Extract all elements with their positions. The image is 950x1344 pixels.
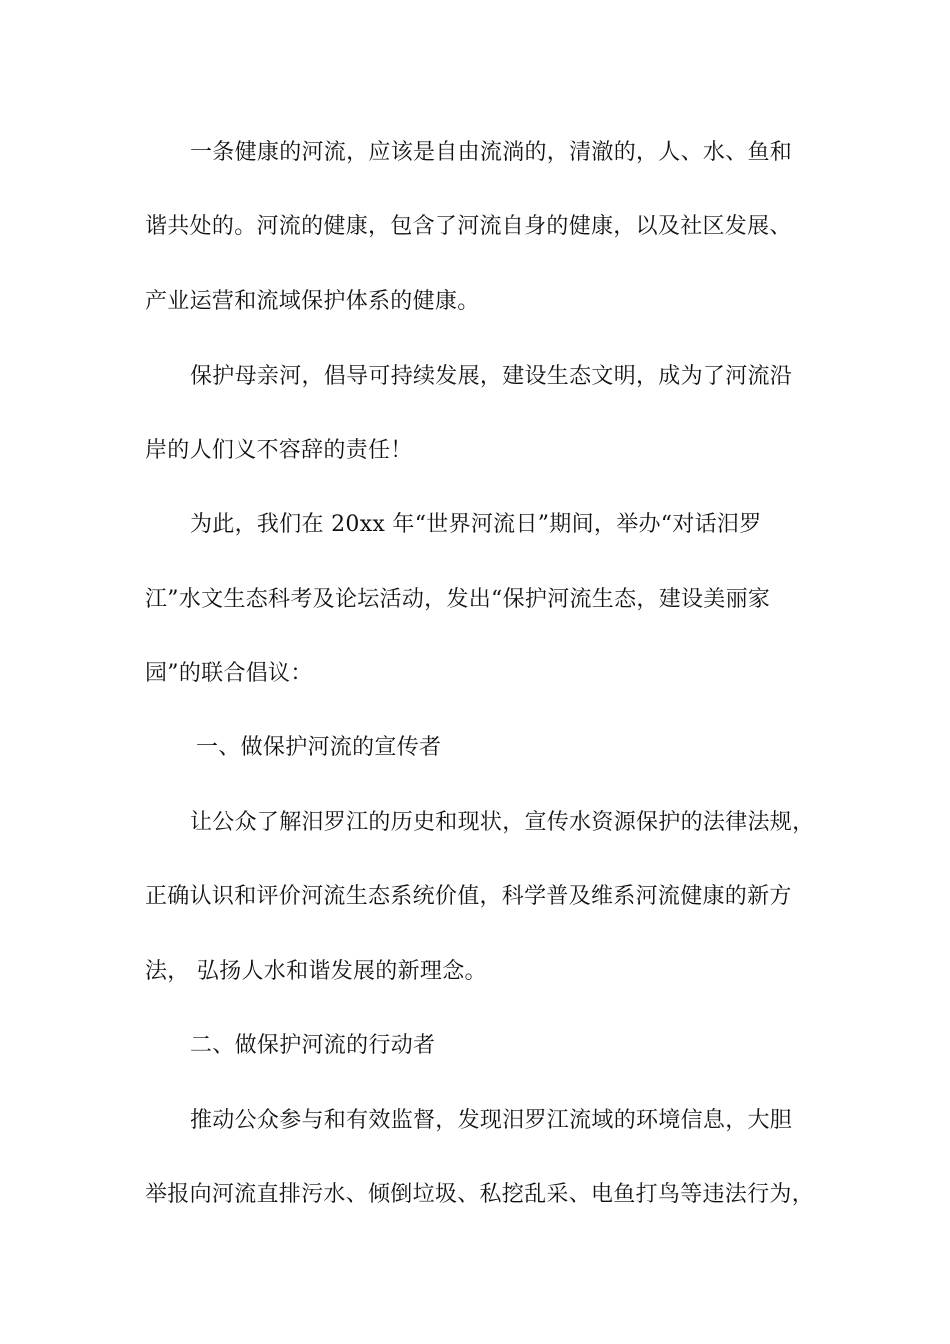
paragraph-4-line-3: 法， 弘扬人水和谐发展的新理念。 <box>145 959 487 984</box>
paragraph-1-line-1: 一条健康的河流，应该是自由流淌的，清澈的，人、水、鱼和 <box>190 140 793 165</box>
section-heading-2: 二、做保护河流的行动者 <box>190 1033 436 1058</box>
paragraph-4-line-1: 让公众了解汨罗江的历史和现状，宣传水资源保护的法律法规， <box>190 810 815 835</box>
section-heading-1: 一、做保护河流的宣传者 <box>196 735 442 760</box>
paragraph-1-line-2: 谐共处的。河流的健康，包含了河流自身的健康，以及社区发展、 <box>145 214 792 239</box>
paragraph-3-line-1: 为此，我们在 20xx 年“世界河流日”期间，举办“对话汨罗 <box>190 512 762 537</box>
paragraph-4-line-2: 正确认识和评价河流生态系统价值，科学普及维系河流健康的新方 <box>145 884 792 909</box>
paragraph-3-line-2: 江”水文生态科考及论坛活动，发出“保护河流生态，建设美丽家 <box>145 587 771 612</box>
paragraph-5-line-2: 举报向河流直排污水、倾倒垃圾、私挖乱采、电鱼打鸟等违法行为， <box>145 1182 815 1207</box>
paragraph-5-line-1: 推动公众参与和有效监督，发现汨罗江流域的环境信息，大胆 <box>190 1108 793 1133</box>
paragraph-2-line-2: 岸的人们义不容辞的责任！ <box>145 438 413 463</box>
paragraph-2-line-1: 保护母亲河，倡导可持续发展，建设生态文明，成为了河流沿 <box>190 364 793 389</box>
paragraph-3-line-3: 园”的联合倡议： <box>145 661 313 686</box>
paragraph-1-line-3: 产业运营和流域保护体系的健康。 <box>145 289 480 314</box>
